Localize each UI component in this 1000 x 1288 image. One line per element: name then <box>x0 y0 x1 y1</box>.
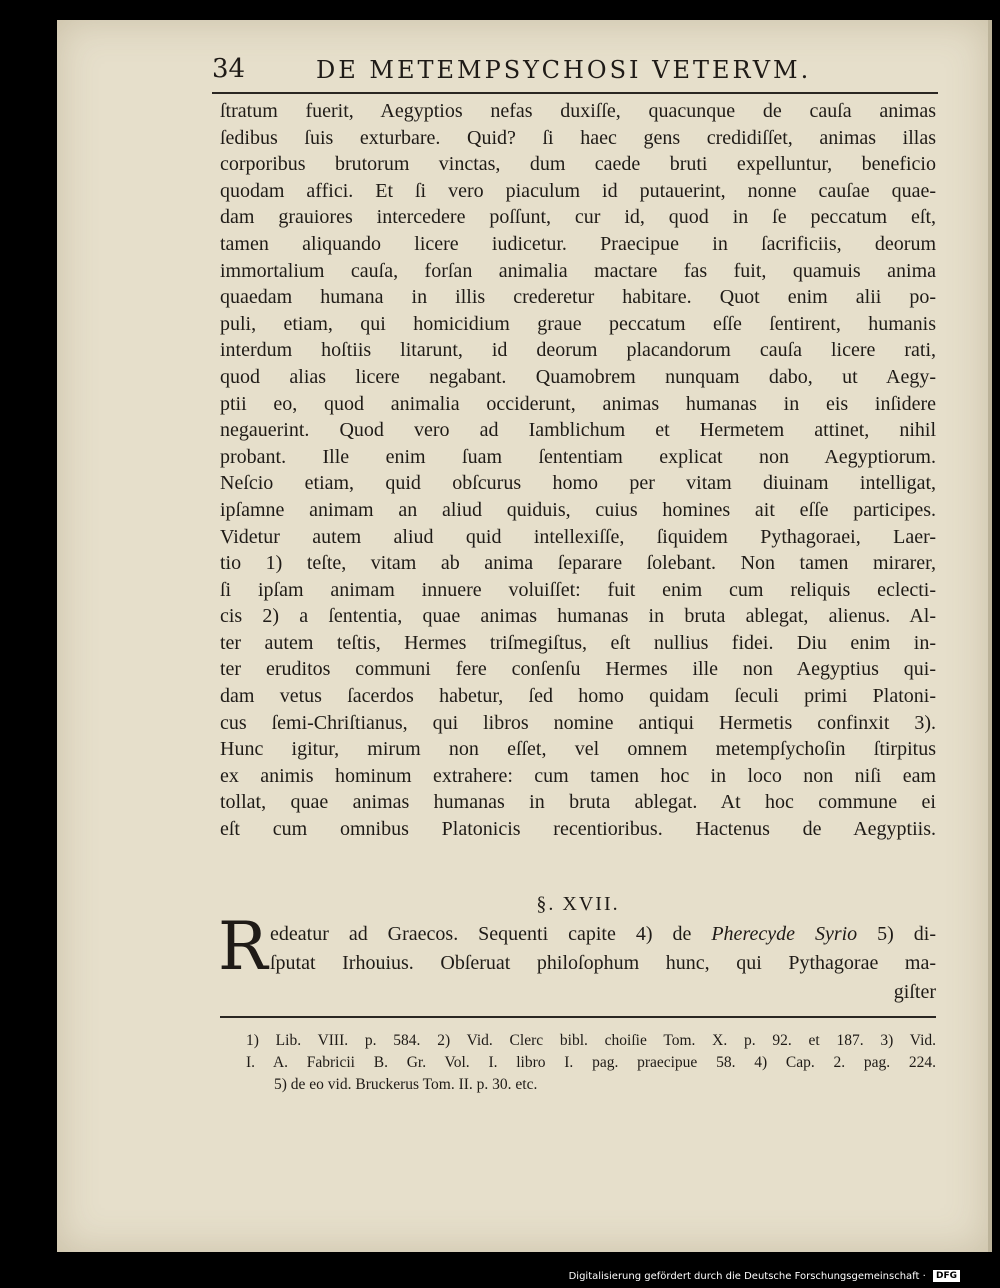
text-line: ter autem teſtis, Hermes triſmegiſtus, eſt nullius fidei. Diu enim in- <box>220 631 936 654</box>
text-line: probant. Ille enim ſuam ſententiam explicat non Aegyptiorum. <box>220 445 936 468</box>
credit-text: Digitalisierung gefördert durch die Deutsche Forschungsgemeinschaft · <box>568 1271 926 1282</box>
text-line: quaedam humana in illis crederetur habitare. Quot enim alii po- <box>220 286 936 309</box>
paragraph-two <box>270 920 936 1007</box>
text-line: dam grauiores intercedere poſſunt, cur id, quod in ſe peccatum eſt, <box>220 206 936 229</box>
text-line: ſi ipſam animam innuere voluiſſet: fuit enim cum reliquis eclecti- <box>220 578 936 601</box>
text-line: puli, etiam, qui homicidium graue peccatum eſſe ſentirent, humanis <box>220 312 936 335</box>
catchword: giſter <box>893 981 936 1003</box>
text-line: dam vetus ſacerdos habetur, ſed homo quidam ſeculi primi Platoni- <box>220 685 936 708</box>
text-line: cis 2) a ſententia, quae animas humanas in bruta ablegat, alienus. Al- <box>220 605 936 628</box>
text-line: ptii eo, quod animalia occiderunt, animas humanas in eis inſidere <box>220 392 936 415</box>
text-line: immortalium cauſa, forſan animalia mactare fas fuit, quamuis anima <box>220 259 936 282</box>
page-number: 34 <box>212 54 246 84</box>
footnotes <box>246 1030 936 1096</box>
text-line: ſedibus ſuis exturbare. Quid? ſi haec gens credidiſſet, animas illas <box>220 126 936 149</box>
text-line: quodam affici. Et ſi vero piaculum id putauerint, nonne cauſae quae- <box>220 179 936 202</box>
text-line: ex animis hominum extrahere: cum tamen hoc in loco non niſi eam <box>220 764 936 787</box>
paper-edge <box>988 20 992 1252</box>
text-line: Hunc igitur, mirum non eſſet, vel omnem metempſychoſin ſtirpitus <box>220 738 936 761</box>
text-line: Neſcio etiam, quid obſcurus homo per vitam diuinam intelligat, <box>220 472 936 495</box>
text-line: tio 1) teſte, vitam ab anima ſeparare ſolebant. Non tamen mirarer, <box>220 552 936 575</box>
text-line: tamen aliquando licere iudicetur. Praecipue in ſacrificiis, deorum <box>220 232 936 255</box>
text-line: negauerint. Quod vero ad Iamblichum et Hermetem attinet, nihil <box>220 419 936 442</box>
footnote-divider <box>220 1016 936 1018</box>
text-line: interdum hoſtiis litarunt, id deorum placandorum cauſa licere rati, <box>220 339 936 362</box>
italic-name: Pherecyde Syrio <box>711 923 858 945</box>
footnote-line: 5) de eo vid. Bruckerus Tom. II. p. 30. etc. <box>274 1076 538 1093</box>
text-line: quod alias licere negabant. Quamobrem nunquam dabo, ut Aegy- <box>220 365 936 388</box>
text-line <box>270 920 936 949</box>
section-heading: §. XVII. <box>536 893 620 915</box>
main-text-block <box>220 98 936 843</box>
text-segment: 5) di- <box>877 923 937 945</box>
text-line: eſt cum omnibus Platonicis recentioribus. Hactenus de Aegyptiis. <box>220 818 936 841</box>
text-line: tollat, quae animas humanas in bruta ablegat. At hoc commune ei <box>220 791 936 814</box>
drop-capital: R <box>218 908 268 985</box>
text-line: ter eruditos communi fere conſenſu Hermes ille non Aegyptius qui- <box>220 658 936 681</box>
text-line: corporibus brutorum vinctas, dum caede bruti expelluntur, beneficio <box>220 153 936 176</box>
text-line: cus ſemi-Chriſtianus, qui libros nomine antiqui Hermetis confinxit 3). <box>220 711 936 734</box>
text-line: ſputat Irhouius. Obſeruat philoſophum hunc, qui Pythagorae ma- <box>270 952 936 974</box>
footnote-line: 1) Lib. VIII. p. 584. 2) Vid. Clerc bibl. choiſie Tom. X. p. 92. et 187. 3) Vid. <box>246 1032 936 1049</box>
text-segment: edeatur ad Graecos. Sequenti capite 4) de <box>270 923 692 945</box>
digitization-credit <box>569 1270 960 1282</box>
text-line: Videtur autem aliud quid intellexiſſe, ſiquidem Pythagoraei, Laer- <box>220 525 936 548</box>
text-line: ſtratum fuerit, Aegyptios nefas duxiſſe, quacunque de cauſa animas <box>220 100 936 122</box>
page-header <box>212 52 938 94</box>
running-title: DE METEMPSYCHOSI VETERVM. <box>316 56 812 84</box>
footnote-line: I. A. Fabricii B. Gr. Vol. I. libro I. pag. praecipue 58. 4) Cap. 2. pag. 224. <box>246 1054 936 1071</box>
text-line: ipſamne animam an aliud quiduis, cuius homines ait eſſe participes. <box>220 498 936 521</box>
dfg-logo-icon: DFG <box>933 1270 960 1282</box>
